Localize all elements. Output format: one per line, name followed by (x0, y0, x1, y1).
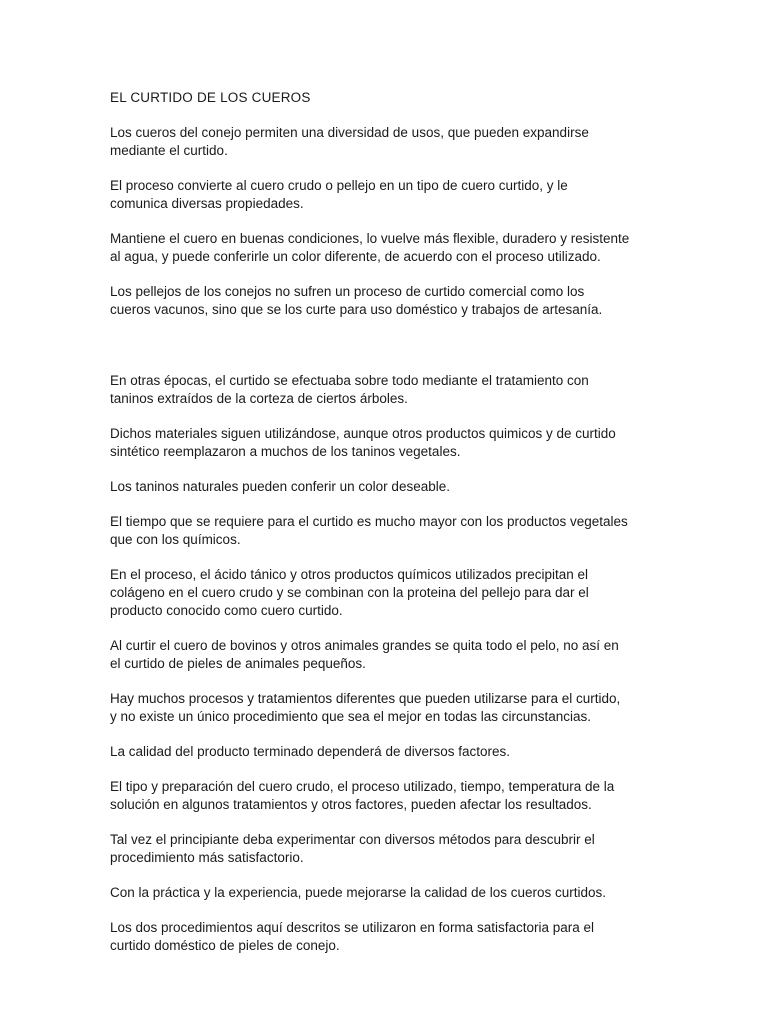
document-title: EL CURTIDO DE LOS CUEROS (110, 90, 311, 105)
paragraph-2: El proceso convierte al cuero crudo o pellejo en un tipo de cuero curtido, y le comunica diversas propiedades. (110, 178, 568, 211)
paragraph-8: El tiempo que se requiere para el curtido es mucho mayor con los productos vegetales que con los químicos. (110, 514, 628, 547)
paragraph-15: Con la práctica y la experiencia, puede mejorarse la calidad de los cueros curtidos. (110, 885, 607, 900)
paragraph-3: Mantiene el cuero en buenas condiciones, lo vuelve más flexible, duradero y resistente al agua, y puede conferirle un color diferente, de acuerdo con el proceso utilizado. (110, 231, 630, 264)
paragraph-1: Los cueros del conejo permiten una diversidad de usos, que pueden expandirse mediante el curtido. (110, 125, 589, 158)
paragraph-10: Al curtir el cuero de bovinos y otros animales grandes se quita todo el pelo, no así en el curtido de pieles de animales pequeños. (110, 638, 619, 671)
paragraph-4: Los pellejos de los conejos no sufren un proceso de curtido comercial como los cueros vacunos, sino que se los curte para uso doméstico y trabajos de artesanía. (110, 284, 603, 317)
paragraph-6: Dichos materiales siguen utilizándose, aunque otros productos quimicos y de curtido sintético reemplazaron a muchos de los taninos vegetales. (110, 426, 616, 459)
paragraph-7: Los taninos naturales pueden conferir un color deseable. (110, 479, 450, 494)
paragraph-14: Tal vez el principiante deba experimentar con diversos métodos para descubrir el procedimiento más satisfactorio. (110, 832, 595, 865)
paragraph-13: El tipo y preparación del cuero crudo, el proceso utilizado, tiempo, temperatura de la solución en algunos tratamientos y otros factores, pueden afectar los resultados. (110, 779, 615, 812)
paragraph-12: La calidad del producto terminado dependerá de diversos factores. (110, 744, 511, 759)
paragraph-11: Hay muchos procesos y tratamientos diferentes que pueden utilizarse para el curtido, y no existe un único procedimiento que sea el mejor en todas las circunstancias. (110, 691, 621, 724)
paragraph-5: En otras épocas, el curtido se efectuaba sobre todo mediante el tratamiento con taninos extraídos de la corteza de ciertos árboles. (110, 373, 589, 406)
paragraph-16: Los dos procedimientos aquí descritos se utilizaron en forma satisfactoria para el curtido doméstico de pieles de conejo. (110, 920, 594, 953)
document-page (110, 89, 670, 972)
paragraph-9: En el proceso, el ácido tánico y otros productos químicos utilizados precipitan el colágeno en el cuero crudo y se combinan con la proteina del pellejo para dar el producto conocido como cuero curtido. (110, 567, 589, 618)
